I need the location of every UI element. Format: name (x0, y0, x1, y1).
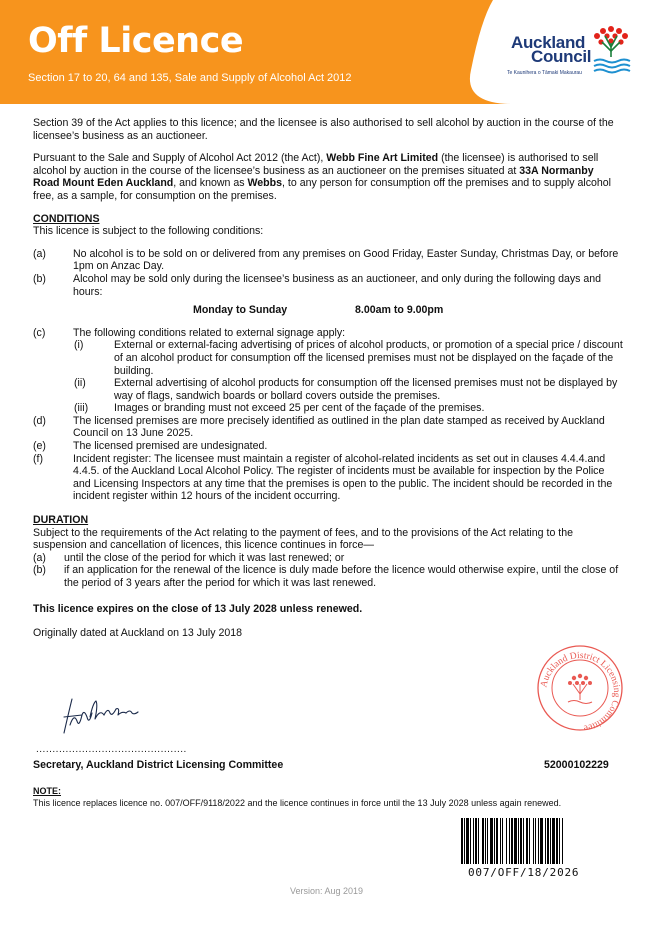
trading-days: Monday to Sunday (193, 304, 288, 317)
barcode-bar (535, 818, 536, 864)
trading-times: 8.00am to 9.00pm (355, 304, 444, 317)
barcode-bar (533, 818, 534, 864)
duration-a: (a) until the close of the period for which it was last renewed; or (33, 551, 345, 564)
conditions-list (33, 248, 623, 503)
barcode-bar (545, 818, 546, 864)
barcode-bar (500, 818, 501, 864)
barcode-bar (466, 818, 469, 864)
condition-f: (f) Incident register: The licensee must maintain a register of alcohol-related incidents as set out in clauses 4.4.4.and 4.4.5. of the Auckland Local Alcohol Policy. The register of incidents must be available for inspection by the Police and Licensing Inspectors at any time that the premises is open to the public. The incident should be recorded in the incident register within 12 hours of the incident occurring. (33, 452, 613, 503)
barcode-bar (485, 818, 486, 864)
duration-heading: DURATION (33, 514, 89, 527)
originally-dated: Originally dated at Auckland on 13 July 2018 (33, 627, 243, 640)
barcode-bar (461, 818, 463, 864)
barcode-bar (514, 818, 517, 864)
barcode-bar (552, 818, 555, 864)
committee-stamp-icon (530, 642, 630, 734)
note-section (33, 786, 613, 809)
version-label: Version: Aug 2019 (289, 886, 364, 896)
signature-line: .............................................. (36, 744, 187, 755)
barcode-icon (461, 818, 610, 864)
trading-name: Webbs (247, 177, 283, 190)
barcode-bar (556, 818, 558, 864)
barcode-bar (547, 818, 549, 864)
barcode-bar (538, 818, 539, 864)
barcode-bar (475, 818, 477, 864)
note-heading: NOTE: (33, 786, 61, 796)
pohutukawa-logo-icon (591, 23, 631, 75)
handwritten-signature (60, 695, 150, 735)
duration-lead: Subject to the requirements of the Act relating to the payment of fees, and to the provisions of the Act relating to the suspension and cancellation of licences, this licence continues in force— (33, 526, 574, 552)
duration-b: (b) if an application for the renewal of the licence is duly made before the licence would otherwise expire, until the close of the period of 3 years after the period for which it was last renewed. (33, 564, 619, 589)
expiry-statement: This licence expires on the close of 13 July 2028 unless renewed. (33, 602, 363, 615)
barcode-bar (526, 818, 528, 864)
conditions-lead: This licence is subject to the following conditions: (33, 225, 264, 238)
condition-e: (e) The licensed premised are undesignated. (33, 440, 268, 453)
conditions-heading: CONDITIONS (33, 212, 100, 225)
note-text: This licence replaces licence no. 007/OFF/9118/2022 and the licence continues in force until the 13 July 2028 unless again renewed. (33, 797, 562, 808)
barcode-bar (494, 818, 495, 864)
premises-address: 33A Normanby Road Mount Eden Auckland (33, 164, 594, 190)
barcode-bar (490, 818, 493, 864)
barcode-bar (506, 818, 507, 864)
barcode-bar (518, 818, 519, 864)
barcode-bar (478, 818, 479, 864)
council-logo-tagline: Te Kaunihera o Tāmaki Makaurau (507, 70, 582, 76)
barcode-bar (523, 818, 524, 864)
condition-c-iii: (iii) Images or branding must not exceed 25 per cent of the façade of the premises. (74, 402, 485, 415)
reference-number: 52000102229 (544, 759, 609, 771)
council-logo-line2: Council (531, 47, 592, 66)
barcode-bar (550, 818, 551, 864)
condition-c: (c) The following conditions related to external signage apply: (33, 326, 346, 339)
barcode-bar (529, 818, 530, 864)
barcode-bar (520, 818, 522, 864)
stamp-text: Auckland District Licensing Committee (539, 650, 622, 733)
page-title: Off Licence (28, 21, 244, 61)
condition-c-i: (i) External or external-facing advertising of prices of alcohol products, or promotion of a special price / discount of an alcohol product for consumption off the licensed premises must not be displayed on the façade of the building. (74, 339, 623, 377)
barcode-bar (511, 818, 513, 864)
barcode-bar (562, 818, 563, 864)
barcode-bar (473, 818, 474, 864)
barcode-bar (502, 818, 503, 864)
barcode-bar (464, 818, 465, 864)
intro-paragraph-1: Section 39 of the Act applies to this licence; and the licensee is also authorised to sell alcohol by auction in the course of the licensee’s business as an auctioneer. (33, 117, 614, 142)
barcode-bar (470, 818, 471, 864)
condition-d: (d) The licensed premises are more precisely identified as outlined in the plan date stamped as received by Auckland Council on 13 June 2025. (33, 414, 605, 440)
licence-number: 007/OFF/18/2026 (468, 866, 580, 879)
council-logo-line1: Auckland (511, 33, 586, 52)
trading-hours (33, 304, 623, 317)
condition-b: (b) Alcohol may be sold only during the licensee’s business as an auctioneer, and only during the following days and hours: (33, 272, 602, 298)
intro-paragraph-2: Pursuant to the Sale and Supply of Alcohol Act 2012 (the Act), Webb Fine Art Limited (the licensee) is authorised to sell alcohol by auction in the course of the licensee’s business as an auctioneer on the premises situated at 33A Normanby Road Mount Eden Auckland, and known as Webbs, to any person for consumption off the premises and to supply alcohol free, as a sample, for consumption on the premises. (33, 152, 612, 202)
signatory-title: Secretary, Auckland District Licensing Committee (33, 759, 284, 771)
barcode-bar (509, 818, 510, 864)
barcode-bar (487, 818, 488, 864)
barcode-bar (559, 818, 560, 864)
licensee-name: Webb Fine Art Limited (326, 152, 439, 165)
condition-c-ii: (ii) External advertising of alcohol products for consumption off the licensed premises must not be displayed by way of flags, sandwich boards or bollard covers outside the premises. (74, 377, 618, 402)
barcode-bar (496, 818, 498, 864)
page-subtitle: Section 17 to 20, 64 and 135, Sale and Supply of Alcohol Act 2012 (28, 72, 352, 84)
barcode-bar (540, 818, 543, 864)
barcode-bar (482, 818, 484, 864)
licence-body (33, 117, 623, 650)
condition-a: (a) No alcohol is to be sold on or delivered from any premises on Good Friday, Easter Sunday, Christmas Day, or before 1pm on Anzac Day. (33, 247, 619, 273)
